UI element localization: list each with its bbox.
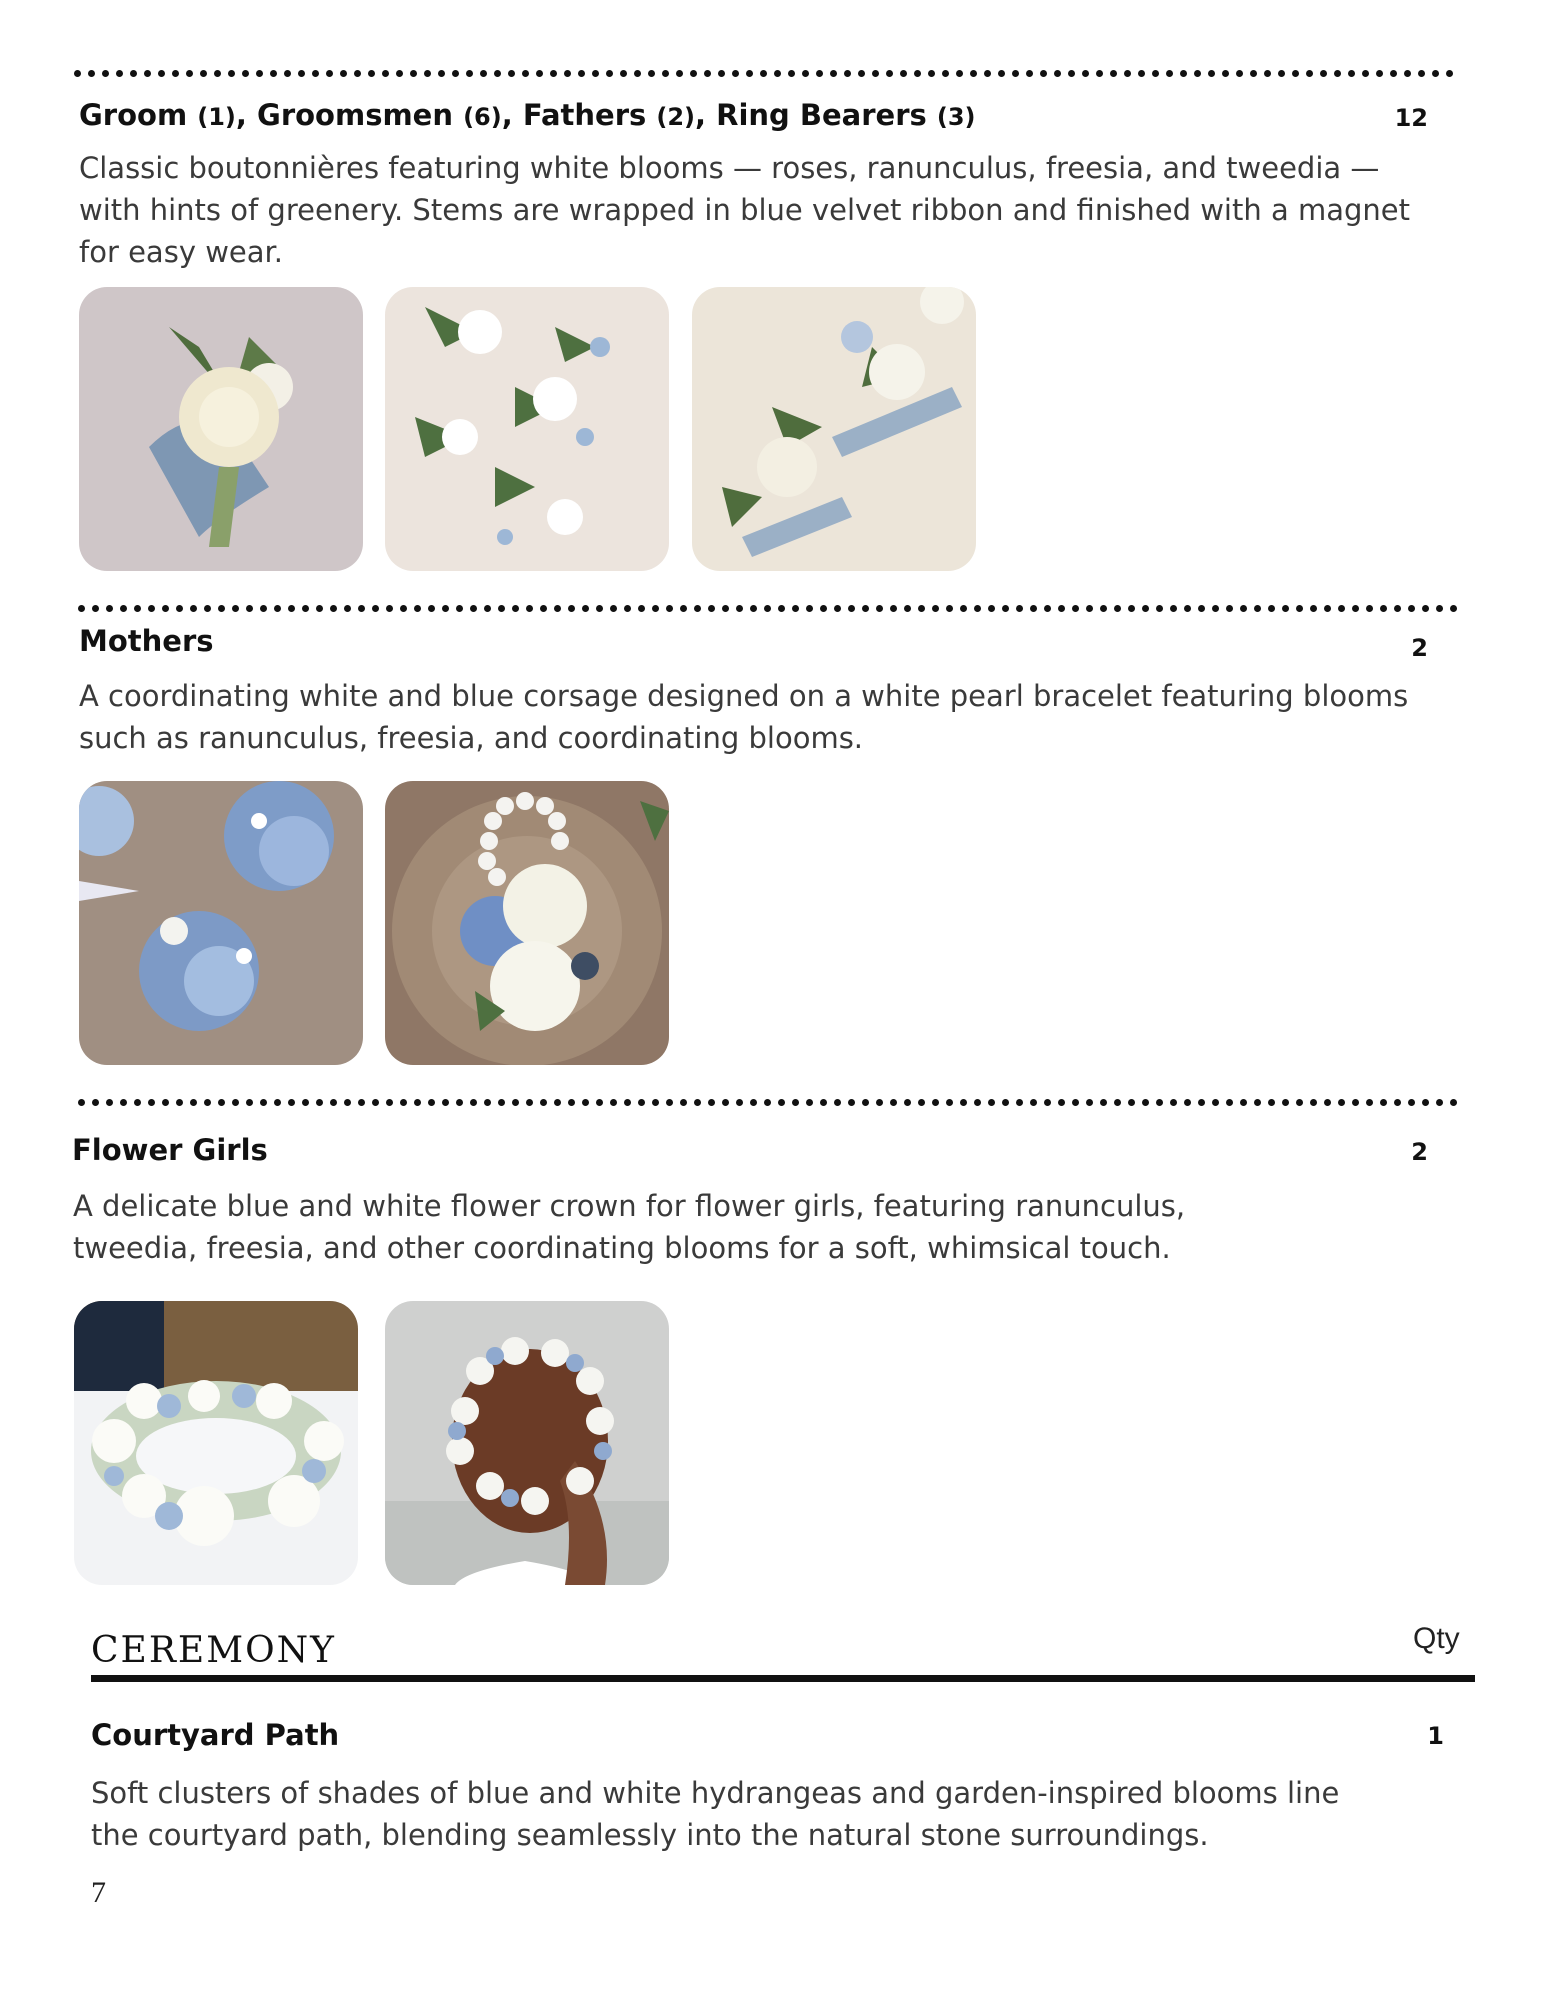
item-description: Soft clusters of shades of blue and white hydrangeas and garden-inspired blooms line the courtyard path, blending seamlessly into the natural stone surroundings. [91,1776,1340,1852]
item-qty: 2 [1411,1138,1428,1166]
section-rule [91,1675,1475,1682]
boutonniere-photo-3 [692,287,976,571]
dotted-divider [74,70,1454,77]
corsage-photo-2 [385,781,669,1065]
item-qty: 12 [1394,104,1428,132]
item-title-flower-girls: Flower Girls [72,1133,268,1167]
boutonniere-photo-2 [385,287,669,571]
item-title-boutonnieres: Groom (1), Groomsmen (6), Fathers (2), Ring Bearers (3) [79,98,976,132]
page-number: 7 [91,1876,106,1909]
dotted-divider [78,605,1458,612]
flower-crown-photo-1 [74,1301,358,1585]
item-title-courtyard-path: Courtyard Path [91,1718,340,1752]
item-qty: 1 [1427,1722,1444,1750]
section-heading-ceremony: CEREMONY [91,1630,336,1671]
item-title-mothers: Mothers [79,624,214,658]
corsage-photo-1 [79,781,363,1065]
boutonniere-photo-1 [79,287,363,571]
item-description: Classic boutonnières featuring white blooms — roses, ranunculus, freesia, and tweedia — with hints of greenery. Stems are wrapped in blue velvet ribbon and finished with a magnet for easy wear. [79,151,1410,269]
item-description: A coordinating white and blue corsage designed on a white pearl bracelet featuring blooms such as ranunculus, freesia, and coordinating blooms. [79,679,1409,755]
item-qty: 2 [1411,634,1428,662]
dotted-divider [78,1099,1458,1106]
item-description: A delicate blue and white flower crown for flower girls, featuring ranunculus, tweedia, freesia, and other coordinating blooms for a soft, whimsical touch. [73,1189,1186,1265]
flower-crown-photo-2 [385,1301,669,1585]
qty-column-label: Qty [1413,1622,1460,1655]
